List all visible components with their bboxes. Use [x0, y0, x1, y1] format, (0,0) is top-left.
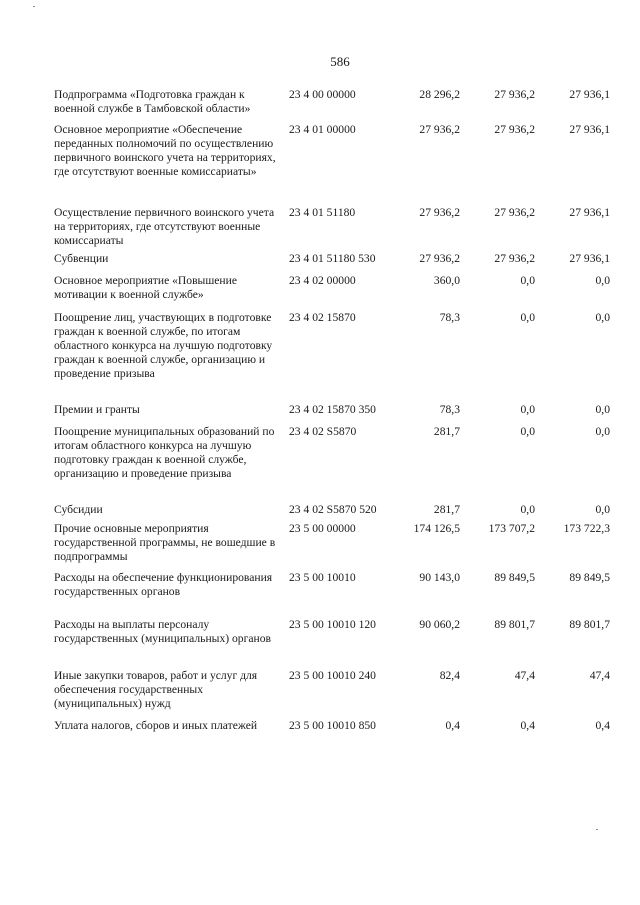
row-value-1: 78,3 [439, 403, 460, 416]
row-value-1: 28 296,2 [419, 88, 460, 101]
row-code: 23 5 00 10010 [289, 571, 356, 584]
row-value-3: 27 936,1 [569, 252, 610, 265]
row-value-2: 173 707,2 [488, 522, 535, 535]
row-value-3: 27 936,1 [569, 123, 610, 136]
row-value-1: 281,7 [433, 503, 460, 516]
row-code: 23 4 02 00000 [289, 274, 356, 287]
row-description: Осуществление первичного воинского учета на территориях, где отсутствуют военные комиссариаты [54, 206, 275, 247]
row-description: Расходы на выплаты персоналу государственных (муниципальных) органов [54, 618, 271, 645]
row-description: Субсидии [54, 503, 103, 516]
row-value-3: 0,0 [595, 425, 610, 438]
row-value-2: 0,0 [520, 403, 535, 416]
row-description: Поощрение муниципальных образований по итогам областного конкурса на лучшую подготовку граждан к военной службе, организацию и проведение призыва [54, 425, 275, 480]
row-value-3: 0,0 [595, 274, 610, 287]
row-value-2: 27 936,2 [494, 123, 535, 136]
row-code: 23 4 01 51180 530 [289, 252, 376, 265]
row-code: 23 5 00 00000 [289, 522, 356, 535]
row-value-2: 89 801,7 [494, 618, 535, 631]
row-code: 23 4 01 00000 [289, 123, 356, 136]
row-value-1: 27 936,2 [419, 206, 460, 219]
row-code: 23 4 02 15870 [289, 311, 356, 324]
row-value-1: 90 060,2 [419, 618, 460, 631]
row-value-3: 89 849,5 [569, 571, 610, 584]
row-value-1: 281,7 [433, 425, 460, 438]
row-value-1: 360,0 [433, 274, 460, 287]
row-value-2: 27 936,2 [494, 252, 535, 265]
row-description: Иные закупки товаров, работ и услуг для обеспечения государственных (муниципальных) нужд [54, 669, 258, 710]
row-value-1: 82,4 [439, 669, 460, 682]
row-value-2: 0,0 [520, 425, 535, 438]
row-value-1: 78,3 [439, 311, 460, 324]
row-value-3: 27 936,1 [569, 206, 610, 219]
row-value-3: 27 936,1 [569, 88, 610, 101]
row-code: 23 5 00 10010 850 [289, 719, 376, 732]
row-value-2: 0,0 [520, 274, 535, 287]
row-value-2: 27 936,2 [494, 88, 535, 101]
row-value-2: 0,0 [520, 503, 535, 516]
page-number: 586 [330, 54, 350, 69]
row-value-3: 89 801,7 [569, 618, 610, 631]
row-value-2: 0,0 [520, 311, 535, 324]
row-value-2: 47,4 [514, 669, 535, 682]
row-value-1: 0,4 [445, 719, 460, 732]
row-value-2: 27 936,2 [494, 206, 535, 219]
row-description: Подпрограмма «Подготовка граждан к военной службе в Тамбовской области» [54, 88, 251, 115]
row-code: 23 4 01 51180 [289, 206, 356, 219]
row-code: 23 4 02 S5870 520 [289, 503, 377, 516]
row-code: 23 5 00 10010 120 [289, 618, 376, 631]
row-description: Основное мероприятие «Повышение мотивации к военной службе» [54, 274, 237, 301]
row-value-1: 27 936,2 [419, 252, 460, 265]
row-value-1: 174 126,5 [413, 522, 460, 535]
row-value-3: 0,0 [595, 403, 610, 416]
row-value-2: 0,4 [520, 719, 535, 732]
row-value-3: 0,0 [595, 503, 610, 516]
row-code: 23 4 00 00000 [289, 88, 356, 101]
row-code: 23 4 02 15870 350 [289, 403, 376, 416]
row-code: 23 4 02 S5870 [289, 425, 357, 438]
row-value-3: 47,4 [589, 669, 610, 682]
row-value-1: 90 143,0 [419, 571, 460, 584]
row-value-3: 0,0 [595, 311, 610, 324]
row-description: Расходы на обеспечение функционирования государственных органов [54, 571, 273, 598]
row-description: Субвенции [54, 252, 109, 265]
row-description: Прочие основные мероприятия государственной программы, не вошедшие в подпрограммы [54, 522, 276, 563]
row-description: Поощрение лиц, участвующих в подготовке граждан к военной службе, по итогам областного конкурса на лучшую подготовку граждан к военной службе, организацию и проведение призыва [54, 311, 273, 380]
row-value-3: 173 722,3 [563, 522, 610, 535]
row-value-3: 0,4 [595, 719, 610, 732]
row-code: 23 5 00 10010 240 [289, 669, 376, 682]
row-value-2: 89 849,5 [494, 571, 535, 584]
row-description: Премии и гранты [54, 403, 140, 416]
row-description: Основное мероприятие «Обеспечение переданных полномочий по осуществлению первичного воинского учета на территориях, где отсутствуют военные комиссариаты» [54, 123, 276, 178]
row-description: Уплата налогов, сборов и иных платежей [54, 719, 258, 732]
row-value-1: 27 936,2 [419, 123, 460, 136]
